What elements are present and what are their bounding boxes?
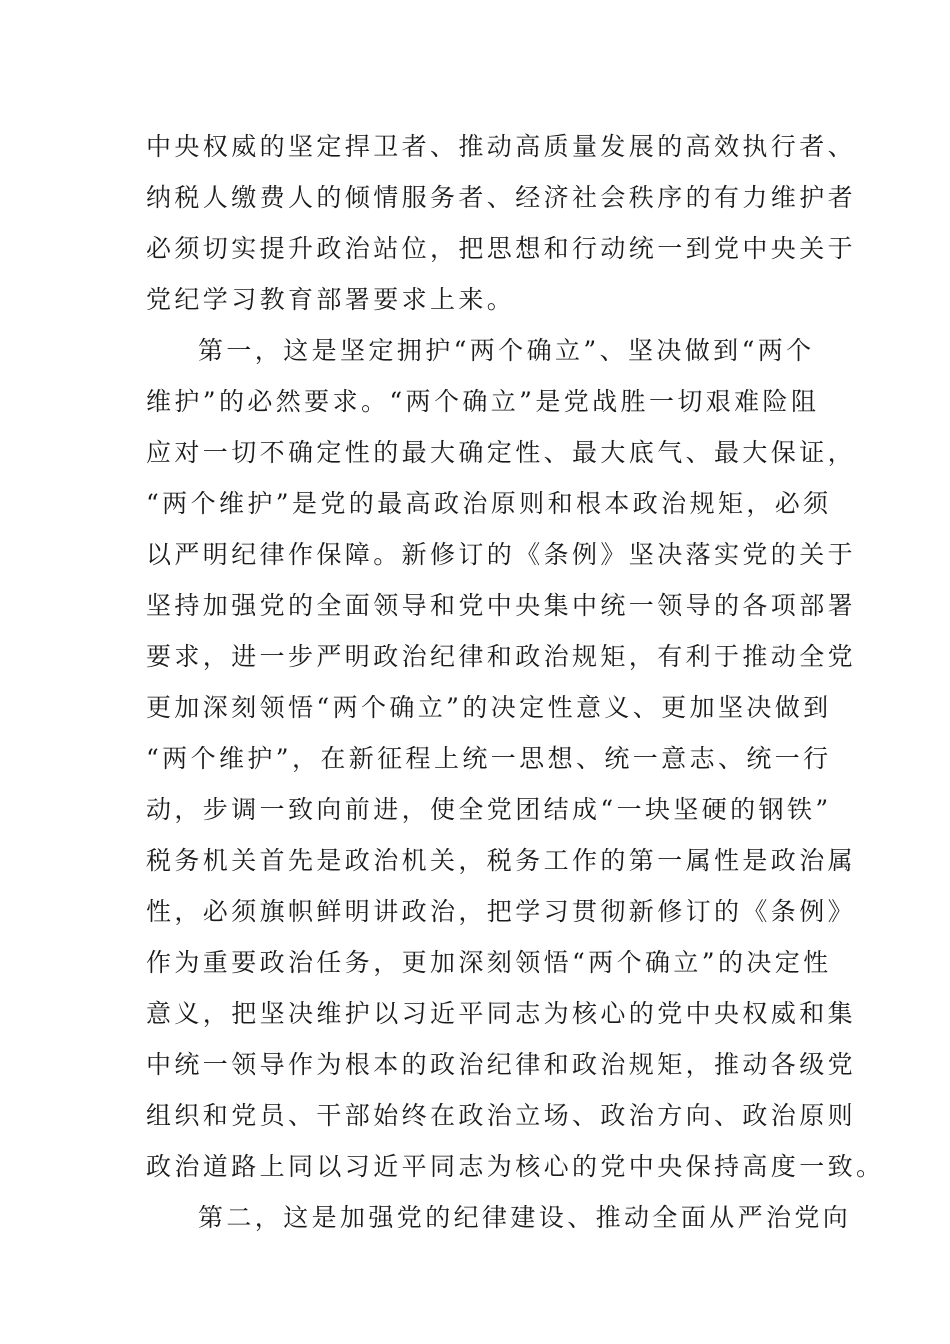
body-text bbox=[146, 121, 885, 1243]
text-line: 以严明纪律作保障。新修订的《条例》坚决落实党的关于 bbox=[146, 540, 857, 569]
text-line: 组织和党员、干部始终在政治立场、政治方向、政治原则 bbox=[146, 1101, 857, 1130]
text-line: 必须切实提升政治站位，把思想和行动统一到党中央关于 bbox=[146, 234, 857, 263]
text-line: 更加深刻领悟“两个确立”的决定性意义、更加坚决做到 bbox=[146, 693, 832, 722]
text-line: 中统一领导作为根本的政治纪律和政治规矩，推动各级党 bbox=[146, 1050, 857, 1079]
text-line: “两个维护”是党的最高政治原则和根本政治规矩，必须 bbox=[146, 489, 832, 518]
text-line: 中央权威的坚定捍卫者、推动高质量发展的高效执行者、 bbox=[146, 132, 857, 161]
text-line: 党纪学习教育部署要求上来。 bbox=[146, 285, 516, 314]
text-line: 坚持加强党的全面领导和党中央集中统一领导的各项部署 bbox=[146, 591, 857, 620]
text-line: 要求，进一步严明政治纪律和政治规矩，有利于推动全党 bbox=[146, 642, 857, 671]
text-line: 动，步调一致向前进，使全党团结成“一块坚硬的钢铁” bbox=[146, 795, 832, 824]
text-line: 应对一切不确定性的最大确定性、最大底气、最大保证， bbox=[146, 438, 857, 467]
text-line: 纳税人缴费人的倾情服务者、经济社会秩序的有力维护者 bbox=[146, 183, 857, 212]
text-line: 第一，这是坚定拥护“两个确立”、坚决做到“两个 bbox=[198, 336, 815, 365]
text-line: “两个维护”，在新征程上统一思想、统一意志、统一行 bbox=[146, 744, 832, 773]
text-line: 第二，这是加强党的纪律建设、推动全面从严治党向 bbox=[198, 1203, 852, 1232]
text-line: 维护”的必然要求。“两个确立”是党战胜一切艰难险阻 bbox=[146, 387, 820, 416]
text-line: 税务机关首先是政治机关，税务工作的第一属性是政治属 bbox=[146, 846, 857, 875]
text-line: 意义，把坚决维护以习近平同志为核心的党中央权威和集 bbox=[146, 999, 857, 1028]
text-line: 作为重要政治任务，更加深刻领悟“两个确立”的决定性 bbox=[146, 948, 832, 977]
text-line: 性，必须旗帜鲜明讲政治，把学习贯彻新修订的《条例》 bbox=[146, 897, 857, 926]
text-line: 政治道路上同以习近平同志为核心的党中央保持高度一致。 bbox=[146, 1152, 885, 1181]
